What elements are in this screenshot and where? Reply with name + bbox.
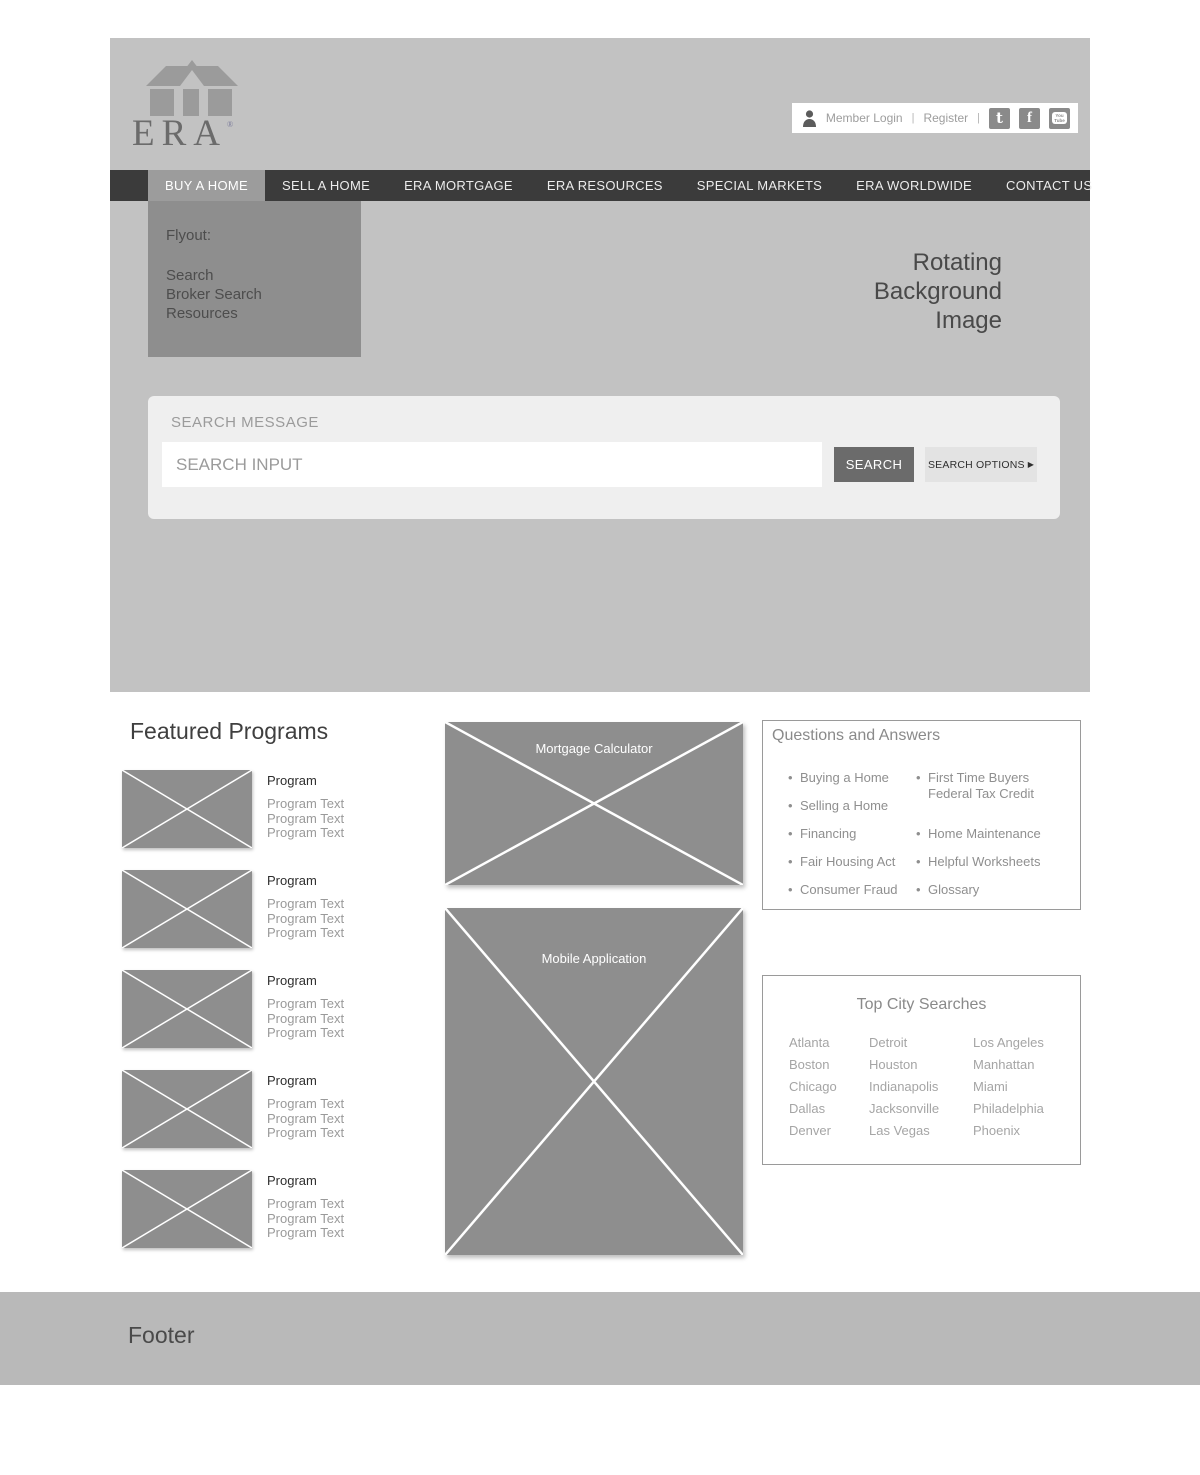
header: [110, 38, 1090, 170]
program-item: [122, 1070, 382, 1148]
register-link[interactable]: Register: [923, 111, 969, 125]
program-item: [122, 970, 382, 1048]
rotating-background-label: Rotating Background Image: [873, 249, 1002, 334]
nav-sell-a-home[interactable]: SELL A HOME: [281, 178, 371, 193]
flyout-item-resources[interactable]: Resources: [166, 305, 238, 322]
facebook-icon[interactable]: f: [1019, 108, 1040, 129]
qa-link-first-time-buyers[interactable]: • First Time Buyers Federal Tax Credit: [916, 770, 1041, 802]
program-title[interactable]: Program: [267, 873, 317, 888]
search-row: [162, 442, 1052, 487]
hero-banner: [110, 201, 1090, 692]
flyout-item-broker-search[interactable]: Broker Search: [166, 286, 262, 303]
placeholder-x-icon: [122, 1070, 252, 1148]
member-login-link[interactable]: Member Login: [825, 111, 903, 125]
city-link-houston[interactable]: Houston: [869, 1057, 918, 1072]
city-link-atlanta[interactable]: Atlanta: [789, 1035, 830, 1050]
nav-era-mortgage[interactable]: ERA MORTGAGE: [404, 178, 513, 193]
program-text: Program Text: [267, 810, 345, 826]
mortgage-calculator-placeholder[interactable]: [445, 722, 743, 885]
qa-title: Questions and Answers: [772, 727, 941, 744]
house-icon: [146, 58, 238, 116]
featured-programs-heading: Featured Programs: [130, 718, 329, 744]
city-link-jacksonville[interactable]: Jacksonville: [869, 1101, 940, 1116]
top-city-searches-title: Top City Searches: [856, 996, 987, 1013]
footer: [0, 1292, 1200, 1385]
program-image-placeholder[interactable]: [122, 870, 252, 948]
top-city-searches-box: [762, 975, 1081, 1165]
qa-link-financing[interactable]: • Financing: [788, 826, 913, 842]
person-icon: [802, 110, 817, 127]
login-strip: [792, 103, 1078, 133]
program-text: Program Text: [267, 825, 345, 840]
logo-wordmark: ERA®: [132, 113, 234, 154]
registered-mark: ®: [227, 120, 234, 129]
program-title[interactable]: Program: [267, 773, 317, 788]
city-link-philadelphia[interactable]: Philadelphia: [973, 1101, 1044, 1116]
main-nav: [110, 170, 1093, 201]
placeholder-x-icon: [122, 770, 252, 848]
qa-link-glossary[interactable]: • Glossary: [916, 882, 1041, 898]
mortgage-calculator-label: Mortgage Calculator: [535, 741, 653, 756]
flyout-item-search[interactable]: Search: [166, 267, 214, 284]
city-link-indianapolis[interactable]: Indianapolis: [869, 1079, 939, 1094]
program-title[interactable]: Program: [267, 1173, 317, 1188]
program-title[interactable]: Program: [267, 973, 317, 988]
program-text: Program Text: [267, 1125, 345, 1140]
city-link-denver[interactable]: Denver: [789, 1123, 831, 1138]
divider: |: [911, 112, 915, 124]
qa-link-selling-a-home[interactable]: • Selling a Home: [788, 798, 913, 814]
arrow-right-icon: ▶: [1027, 460, 1035, 469]
flyout-title: Flyout:: [166, 227, 212, 244]
city-link-boston[interactable]: Boston: [789, 1057, 830, 1072]
city-link-chicago[interactable]: Chicago: [789, 1079, 837, 1094]
program-text: Program Text: [267, 1225, 345, 1240]
nav-era-resources[interactable]: ERA RESOURCES: [546, 178, 663, 193]
city-link-detroit[interactable]: Detroit: [869, 1035, 908, 1050]
program-text: Program Text: [267, 1196, 345, 1211]
program-text: Program Text: [267, 896, 345, 911]
twitter-icon[interactable]: t: [989, 108, 1010, 129]
program-text: Program Text: [267, 925, 345, 940]
program-text: Program Text: [267, 1110, 345, 1126]
city-link-miami[interactable]: Miami: [973, 1079, 1008, 1094]
questions-and-answers-box: [762, 720, 1081, 910]
city-link-las-vegas[interactable]: Las Vegas: [869, 1123, 930, 1138]
program-text: Program Text: [267, 1210, 345, 1226]
mobile-application-placeholder[interactable]: [445, 908, 743, 1255]
qa-link-fair-housing-act[interactable]: • Fair Housing Act: [788, 854, 913, 870]
program-title[interactable]: Program: [267, 1073, 317, 1088]
city-link-manhattan[interactable]: Manhattan: [973, 1057, 1035, 1072]
divider: |: [977, 112, 980, 124]
program-image-placeholder[interactable]: [122, 970, 252, 1048]
search-message-label: SEARCH MESSAGE: [171, 414, 319, 431]
placeholder-x-icon: [122, 1170, 252, 1248]
placeholder-x-icon: [122, 870, 252, 948]
footer-label: Footer: [128, 1322, 195, 1348]
program-image-placeholder[interactable]: [122, 770, 252, 848]
nav-era-worldwide[interactable]: ERA WORLDWIDE: [856, 178, 973, 193]
program-item: [122, 1170, 382, 1248]
qa-link-home-maintenance[interactable]: • Home Maintenance: [916, 826, 1041, 842]
city-link-dallas[interactable]: Dallas: [789, 1101, 826, 1116]
placeholder-x-icon: [122, 970, 252, 1048]
qa-link-helpful-worksheets[interactable]: • Helpful Worksheets: [916, 854, 1041, 870]
program-text: Program Text: [267, 910, 345, 926]
program-text: Program Text: [267, 796, 345, 811]
search-input[interactable]: [162, 442, 822, 487]
youtube-icon[interactable]: You Tube: [1049, 108, 1070, 129]
program-item: [122, 770, 382, 848]
nav-contact-us[interactable]: CONTACT US: [1006, 178, 1093, 193]
qa-link-consumer-fraud[interactable]: • Consumer Fraud: [788, 882, 913, 898]
mobile-application-label: Mobile Application: [541, 951, 647, 966]
qa-link-buying-a-home[interactable]: • Buying a Home: [788, 770, 913, 786]
program-text: Program Text: [267, 1025, 345, 1040]
city-link-phoenix[interactable]: Phoenix: [973, 1123, 1020, 1138]
nav-buy-a-home[interactable]: BUY A HOME: [148, 170, 265, 201]
search-button[interactable]: SEARCH: [834, 447, 914, 482]
search-options-button[interactable]: SEARCH OPTIONS ▶: [925, 447, 1037, 482]
program-item: [122, 870, 382, 948]
program-text: Program Text: [267, 1096, 345, 1111]
city-link-los-angeles[interactable]: Los Angeles: [973, 1035, 1044, 1050]
property-search-panel: [148, 396, 1060, 519]
program-image-placeholder[interactable]: [122, 1070, 252, 1148]
program-image-placeholder[interactable]: [122, 1170, 252, 1248]
nav-special-markets[interactable]: SPECIAL MARKETS: [696, 178, 823, 193]
era-logo[interactable]: [132, 58, 262, 154]
nav-flyout-menu: [148, 201, 361, 357]
program-text: Program Text: [267, 1010, 345, 1026]
program-text: Program Text: [267, 996, 345, 1011]
